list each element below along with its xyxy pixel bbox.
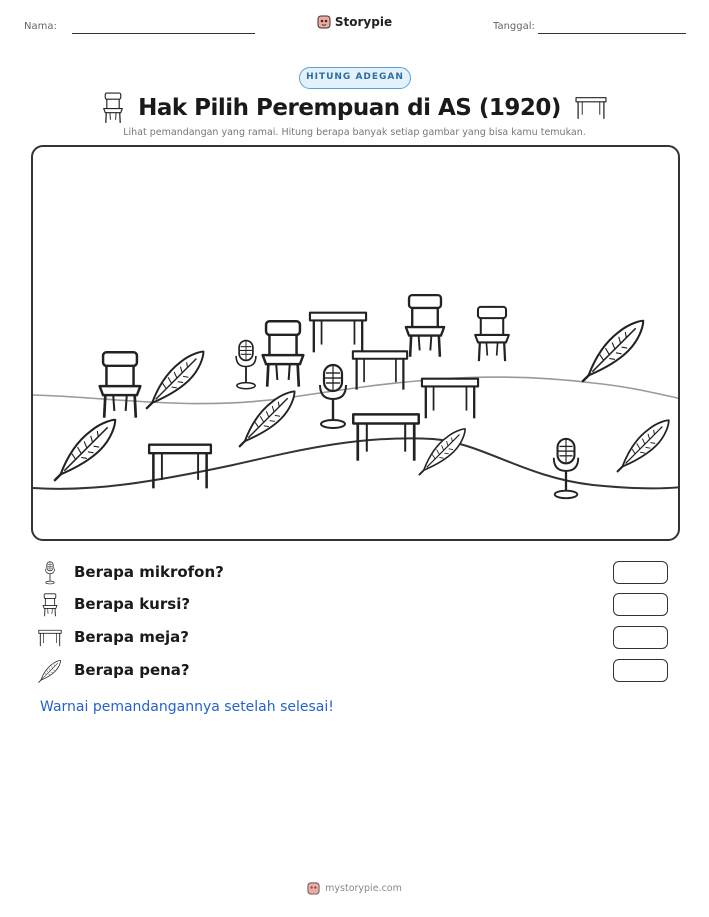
instructions: Lihat pemandangan yang ramai. Hitung berapa banyak setiap gambar yang bisa kamu temukan.	[123, 127, 586, 138]
scene-chair	[406, 295, 444, 357]
scene-microphone	[554, 439, 578, 498]
microphone-icon	[38, 561, 62, 585]
question-text: Berapa pena?	[74, 661, 190, 679]
scene-pen	[618, 420, 669, 471]
scene-chair	[475, 307, 509, 361]
scene-table	[310, 313, 366, 353]
question-table	[38, 626, 670, 652]
scene-microphone	[236, 341, 256, 389]
question-microphone	[38, 561, 670, 587]
scene-microphone	[320, 365, 346, 428]
answer-box-chair[interactable]	[613, 593, 668, 616]
chair-icon	[38, 593, 62, 617]
name-label: Nama:	[24, 21, 57, 32]
scene-illustration	[33, 147, 680, 541]
name-line[interactable]	[72, 33, 255, 34]
scene-chair	[100, 352, 141, 417]
scene-table	[149, 445, 211, 489]
brand-name: Storypie	[334, 14, 393, 29]
date-label: Tanggal:	[493, 21, 535, 32]
footer-url[interactable]: mystorypie.com	[325, 882, 402, 894]
scene-pen	[583, 321, 643, 381]
scene-chair	[263, 321, 304, 386]
table-icon	[575, 96, 607, 120]
question-text: Berapa mikrofon?	[74, 563, 224, 581]
quill-pen-icon	[38, 659, 62, 683]
answer-box-pen[interactable]	[613, 659, 668, 682]
coloring-instruction: Warnai pemandangannya setelah selesai!	[40, 699, 334, 715]
question-pen	[38, 659, 670, 685]
question-chair	[38, 593, 670, 619]
storypie-mascot-icon	[307, 881, 320, 895]
activity-badge: HITUNG ADEGAN	[299, 67, 411, 89]
scene-panel	[31, 145, 680, 541]
storypie-mascot-icon	[317, 14, 331, 29]
date-line[interactable]	[538, 33, 686, 34]
scene-pen	[419, 429, 465, 475]
question-text: Berapa meja?	[74, 628, 189, 646]
scene-table	[422, 379, 478, 419]
scene-table	[353, 351, 407, 389]
answer-box-table[interactable]	[613, 626, 668, 649]
question-text: Berapa kursi?	[74, 595, 191, 613]
chair-icon	[102, 92, 124, 124]
scene-pen	[55, 420, 115, 480]
footer	[0, 880, 709, 899]
answer-box-microphone[interactable]	[613, 561, 668, 584]
scene-pen	[147, 352, 204, 409]
brand-logo	[0, 14, 709, 33]
table-icon	[38, 626, 62, 650]
page-title: Hak Pilih Perempuan di AS (1920)	[138, 95, 561, 121]
title-row	[0, 92, 709, 124]
